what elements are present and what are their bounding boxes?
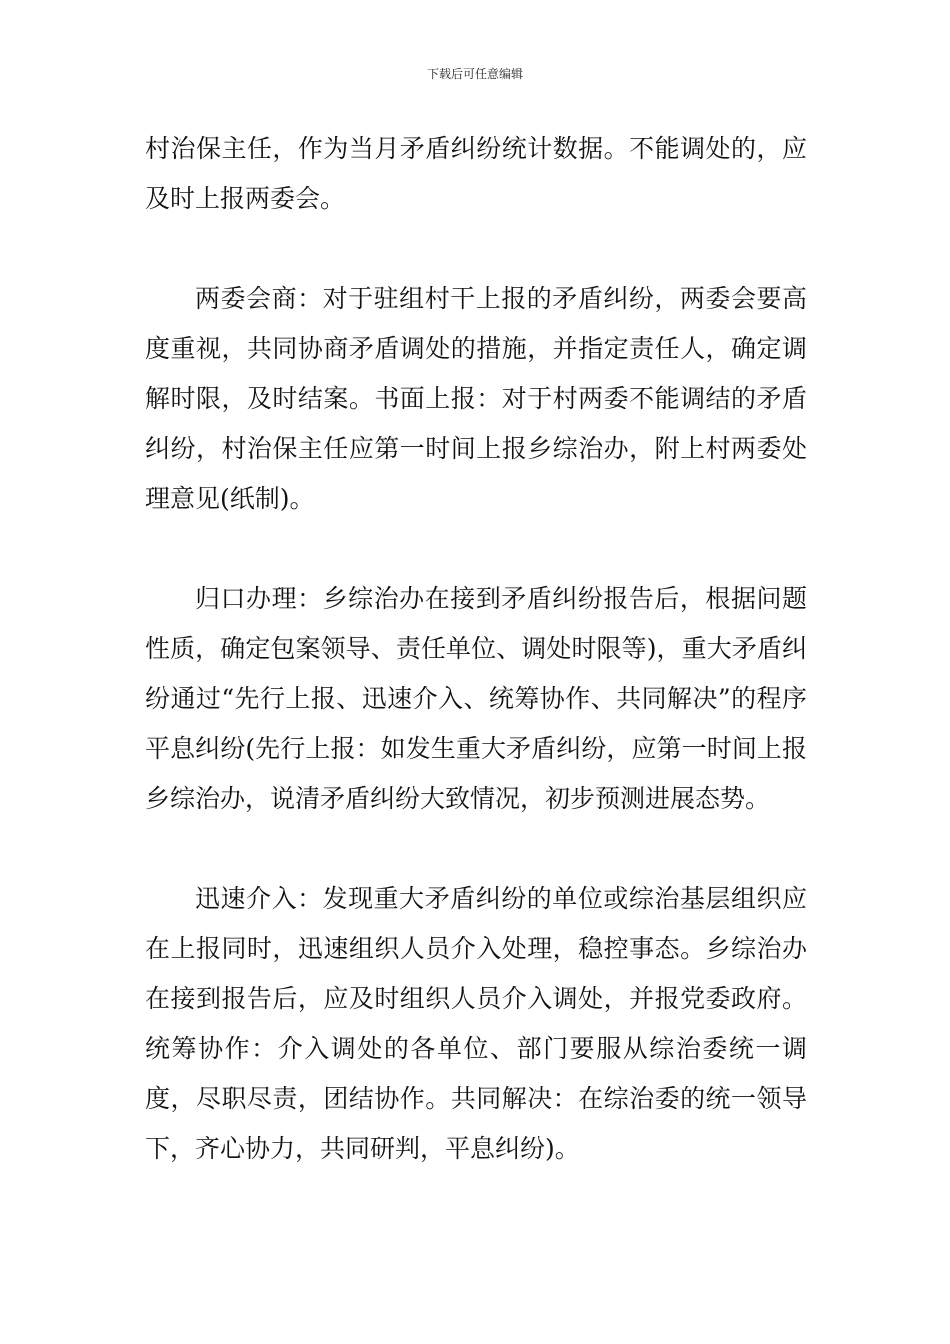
- paragraph-centralized-handling: 归口办理：乡综治办在接到矛盾纠纷报告后，根据问题性质，确定包案领导、责任单位、调处时限等)，重大矛盾纠纷通过“先行上报、迅速介入、统筹协作、共同解决”的程序平息纠纷(先行上报：如发生重大矛盾纠纷，应第一时间上报乡综治办，说清矛盾纠纷大致情况，初步预测进展态势。: [145, 584, 807, 813]
- paragraph-gap: [145, 824, 807, 874]
- paragraph-continuation: 村治保主任，作为当月矛盾纠纷统计数据。不能调处的，应及时上报两委会。: [145, 134, 807, 213]
- paragraph-rapid-intervention: 迅速介入：发现重大矛盾纠纷的单位或综治基层组织应在上报同时，迅速组织人员介入处理，稳控事态。乡综治办在接到报告后，应及时组织人员介入调处，并报党委政府。统筹协作：介入调处的各单位、部门要服从综治委统一调度，尽职尽责，团结协作。共同解决：在综治委的统一领导下，齐心协力，共同研判，平息纠纷)。: [145, 884, 807, 1163]
- paragraph-gap: [145, 524, 807, 574]
- document-body: [145, 124, 807, 1174]
- paragraph-liangwei-consultation: 两委会商：对于驻组村干上报的矛盾纠纷，两委会要高度重视，共同协商矛盾调处的措施，并指定责任人，确定调解时限，及时结案。书面上报：对于村两委不能调结的矛盾纠纷，村治保主任应第一时间上报乡综治办，附上村两委处理意见(纸制)。: [145, 284, 807, 513]
- page-header-note: 下载后可任意编辑: [426, 67, 523, 81]
- paragraph-gap: [145, 224, 807, 274]
